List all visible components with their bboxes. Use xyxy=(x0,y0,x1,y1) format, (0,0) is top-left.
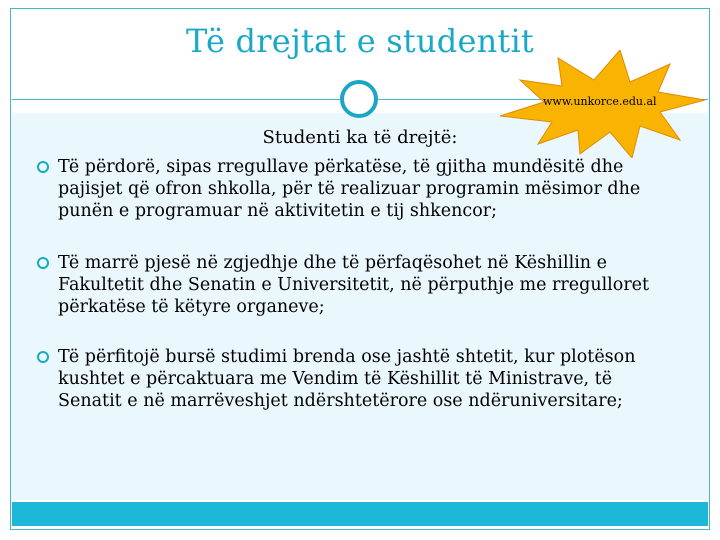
slide-title: Të drejtat e studentit xyxy=(186,22,534,60)
hollow-circle-icon xyxy=(36,350,50,364)
list-item xyxy=(36,156,676,222)
list-item xyxy=(36,346,676,412)
list-item-text: Të përfitojë bursë studimi brenda ose jashtë shtetit, kur plotëson kushtet e përcaktuara me Vendim të Këshillit të Ministrave, të Senatit e në marrëveshjet ndërshtetërore ose ndëruniversitare; xyxy=(58,347,636,411)
website-label: www.unkorce.edu.al xyxy=(543,95,657,108)
list-item xyxy=(36,252,676,318)
header-circle-ornament xyxy=(340,80,378,118)
hollow-circle-icon xyxy=(36,256,50,270)
list-item-text: Të marrë pjesë në zgjedhje dhe të përfaqësohet në Këshillin e Fakultetit dhe Senatin e Universitetit, në përputhje me rregulloret përkatëse të këtyre organeve; xyxy=(58,253,650,317)
subheading: Studenti ka të drejtë: xyxy=(262,127,458,148)
hollow-circle-icon xyxy=(36,160,50,174)
header-divider-left xyxy=(12,99,342,100)
footer-bar xyxy=(12,502,708,526)
list-item-text: Të përdorë, sipas rregullave përkatëse, të gjitha mundësitë dhe pajisjet që ofron shkolla, për të realizuar programin mësimor dhe punën e programuar në aktivitetin e tij shkencor; xyxy=(58,157,641,221)
